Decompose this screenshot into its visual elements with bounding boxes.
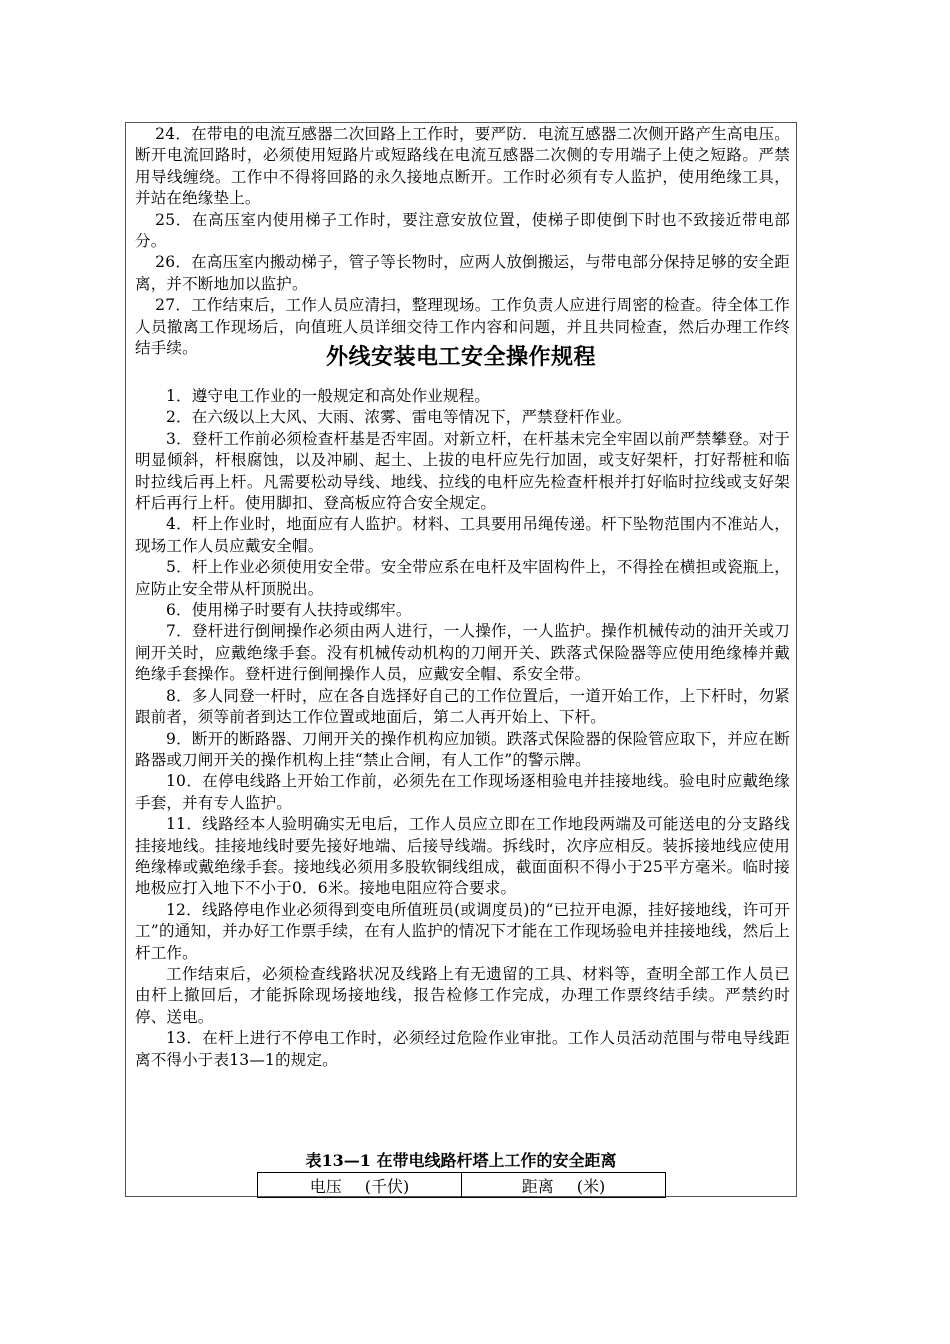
header-voltage: 电压 (千伏) (258, 1173, 462, 1198)
section-title: 外线安装电工安全操作规程 (325, 344, 596, 370)
rule-6: 6．使用梯子时要有人扶持或绑牢。 (166, 601, 412, 620)
rule-8: 8．多人同登一杆时，应在各自选择好自己的工作位置后，一道开始工作，上下杆时，勿紧跟前者，须等前者到达工作位置或地面后，第二人再开始上、下杆。 (135, 686, 790, 727)
safety-distance-table (257, 1172, 666, 1198)
rule-9: 9．断开的断路器、刀闸开关的操作机构应加锁。跌落式保险器的保险管应取下，并应在断路器或刀闸开关的操作机构上挂“禁止合闸，有人工作”的警示牌。 (135, 729, 790, 769)
rule-4: 4．杆上作业时，地面应有人监护。材料、工具要用吊绳传递。杆下坠物范围内不准站人，现场工作人员应戴安全帽。 (135, 515, 790, 555)
rule-12-continued: 工作结束后，必须检查线路状况及线路上有无遗留的工具、材料等，查明全部工作人员已由杆上撤回后，才能拆除现场接地线，报告检修工作完成，办理工作票终结手续。严禁约时停、送电。 (135, 964, 790, 1026)
rule-12: 12．线路停电作业必须得到变电所值班员(或调度员)的“已拉开电源，挂好接地线，许可开工”的通知，并办好工作票手续，在有人监护的情况下才能在工作现场验电并挂接地线，然后上杆工作。 (135, 900, 790, 962)
paragraph-26: 26．在高压室内搬动梯子，管子等长物时，应两人放倒搬运，与带电部分保持足够的安全距离，并不断地加以监护。 (135, 253, 790, 293)
table-header-row (258, 1173, 666, 1198)
rule-13: 13．在杆上进行不停电工作时，必须经过危险作业审批。工作人员活动范围与带电导线距离不得小于表13—1的规定。 (135, 1029, 790, 1069)
rule-11: 11．线路经本人验明确实无电后，工作人员应立即在工作地段两端及可能送电的分支路线挂接地线。挂接地线时要先接好地端、后接导线端。拆线时，次序应相反。装拆接地线应使用绝缘棒或戴绝缘手套。接地线必须用多股软铜线组成，截面面积不得小于25平方毫米。临时接地极应打入地下不小于0．6米。接地电阻应符合要求。 (135, 815, 790, 898)
section-body (135, 386, 790, 1071)
rule-5: 5．杆上作业必须使用安全带。安全带应系在电杆及牢固构件上，不得拴在横担或瓷瓶上，应防止安全带从杆顶脱出。 (135, 558, 790, 598)
previous-section-text (135, 124, 790, 359)
paragraph-24: 24．在带电的电流互感器二次回路上工作时，要严防．电流互感器二次侧开路产生高电压。断开电流回路时，必须使用短路片或短路线在电流互感器二次侧的专用端子上使之短路。严禁用导线缠绕。工作中不得将回路的永久接地点断开。工作时必须有专人监护，使用绝缘工具，并站在绝缘垫上。 (135, 125, 790, 208)
table-caption: 表13—1 在带电线路杆塔上工作的安全距离 (305, 1151, 617, 1170)
rule-3: 3．登杆工作前必须检查杆基是否牢固。对新立杆，在杆基未完全牢固以前严禁攀登。对于明显倾斜，杆根腐蚀，以及冲刷、起土、上拔的电杆应先行加固，或支好架杆，打好帮桩和临时拉线后再上杆。凡需要松动导线、地线、拉线的电杆应先检查杆根并打好临时拉线或支好架杆后再行上杆。使用脚扣、登高板应符合安全规定。 (135, 429, 790, 513)
header-distance: 距离 (米) (462, 1173, 666, 1198)
rule-10: 10．在停电线路上开始工作前，必须先在工作现场逐相验电并挂接地线。验电时应戴绝缘手套，并有专人监护。 (135, 772, 790, 812)
rule-2: 2．在六级以上大风、大雨、浓雾、雷电等情况下，严禁登杆作业。 (166, 408, 632, 427)
paragraph-25: 25．在高压室内使用梯子工作时，要注意安放位置，使梯子即使倒下时也不致接近带电部分。 (135, 210, 790, 251)
rule-1: 1．遵守电工作业的一般规定和高处作业规程。 (166, 387, 491, 405)
rule-7: 7．登杆进行倒闸操作必须由两人进行，一人操作，一人监护。操作机械传动的油开关或刀闸开关时，应戴绝缘手套。没有机械传动机构的刀闸开关、跌落式保险器等应使用绝缘棒并戴绝缘手套操作。登杆进行倒闸操作人员，应戴安全帽、系安全带。 (135, 622, 790, 684)
paragraph-27: 27．工作结束后，工作人员应清扫，整理现场。工作负责人应进行周密的检查。待全体工作人员撤离工作现场后，向值班人员详细交待工作内容和问题，并且共同检查，然后办理工作终结手续。 (135, 296, 790, 358)
